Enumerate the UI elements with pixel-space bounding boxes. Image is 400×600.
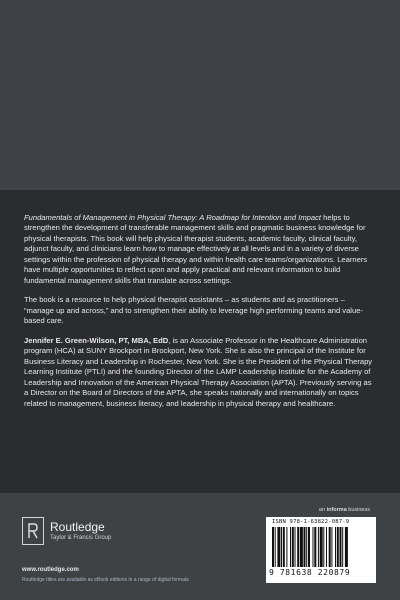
routledge-r-icon xyxy=(22,517,44,545)
barcode-bars xyxy=(272,527,370,567)
publisher-website: www.routledge.com xyxy=(22,567,79,573)
barcode-bar xyxy=(300,527,303,567)
informa-prefix: an xyxy=(318,507,327,513)
barcode-bar xyxy=(337,527,339,567)
informa-brand: informa xyxy=(326,507,347,513)
author-bio: , is an Associate Professor in the Healthcare Administration program (HCA) at SUNY Brockport in Brockport, New York. She is also the principal of the Institute for Business Literacy and Leadership in Rochester, New York. She is the President of the Physical Therapy Learning Institute (PTLI) and the founding Director of the LAMP Leadership Institute for the Academy of Leadership and Innovation of the American Physical Therapy Association (APTA). Previously serving as a Director on the Board of Directors of the APTA, she speaks nationally and internationally on topics related to management, business literacy, and leadership in physical therapy and healthcare. xyxy=(24,335,373,408)
barcode-bar xyxy=(275,527,276,567)
informa-suffix: business xyxy=(346,507,370,513)
barcode-bar xyxy=(345,527,348,567)
barcode-bar xyxy=(329,527,331,567)
back-cover-text xyxy=(24,213,376,418)
barcode-bar xyxy=(283,527,285,567)
publisher-logo xyxy=(22,517,111,545)
publisher-name: Routledge xyxy=(50,520,105,534)
barcode-bar xyxy=(290,527,291,567)
barcode-bar xyxy=(320,527,323,567)
barcode-bar xyxy=(342,527,343,567)
barcode-bar xyxy=(286,527,287,567)
barcode-bar xyxy=(277,527,280,567)
description-paragraph-2: The book is a resource to help physical therapist assistants – as students and as practitioners – “manage up and across,” and to strengthen their ability to leverage high performing teams and value-based care. xyxy=(24,295,363,326)
barcode-bar xyxy=(326,527,327,567)
informa-tagline xyxy=(319,507,370,513)
barcode-bar xyxy=(308,527,310,567)
barcode-bar xyxy=(295,527,296,567)
barcode-bar xyxy=(304,527,306,567)
barcode-bar xyxy=(314,527,316,567)
author-bio-paragraph xyxy=(24,336,376,409)
description-paragraph-1 xyxy=(24,213,376,286)
author-name: Jennifer E. Green-Wilson, PT, MBA, EdD xyxy=(24,335,169,345)
barcode-bar xyxy=(313,527,314,567)
barcode-bar xyxy=(272,527,274,567)
barcode-bar xyxy=(318,527,319,567)
barcode-digits: 9 781638 220879 xyxy=(269,568,351,577)
description-text: helps to strengthen the development of transferable management skills and pragmatic business knowledge for physical therapists. This book will help physical therapist students, academic faculty, clinical faculty, adjunct faculty, and clinicians learn how to manage effectively at all levels and in a variety of diverse settings within the profession of physical therapy and within health care teams/organizations. Learners have multiple opportunities to reflect upon and apply practical and relevant information to build fundamental management skills that translate across settings. xyxy=(24,213,368,285)
isbn-barcode xyxy=(266,517,376,583)
barcode-bar xyxy=(335,527,336,567)
ebook-note: Routledge titles are available as eBook editions in a range of digital formats xyxy=(22,577,189,583)
barcode-bar xyxy=(297,527,299,567)
isbn-label: ISBN 978-1-63822-087-9 xyxy=(272,519,350,525)
barcode-bar xyxy=(281,527,282,567)
book-title: Fundamentals of Management in Physical Therapy: A Roadmap for Intention and Impact xyxy=(24,213,322,222)
barcode-bar xyxy=(340,527,342,567)
cover-top-band xyxy=(0,0,400,190)
publisher-group: Taylor & Francis Group xyxy=(50,535,112,541)
barcode-bar xyxy=(323,527,324,567)
barcode-bar xyxy=(292,527,294,567)
barcode-bar xyxy=(306,527,307,567)
barcode-bar xyxy=(331,527,332,567)
publisher-wordmark xyxy=(50,521,111,541)
